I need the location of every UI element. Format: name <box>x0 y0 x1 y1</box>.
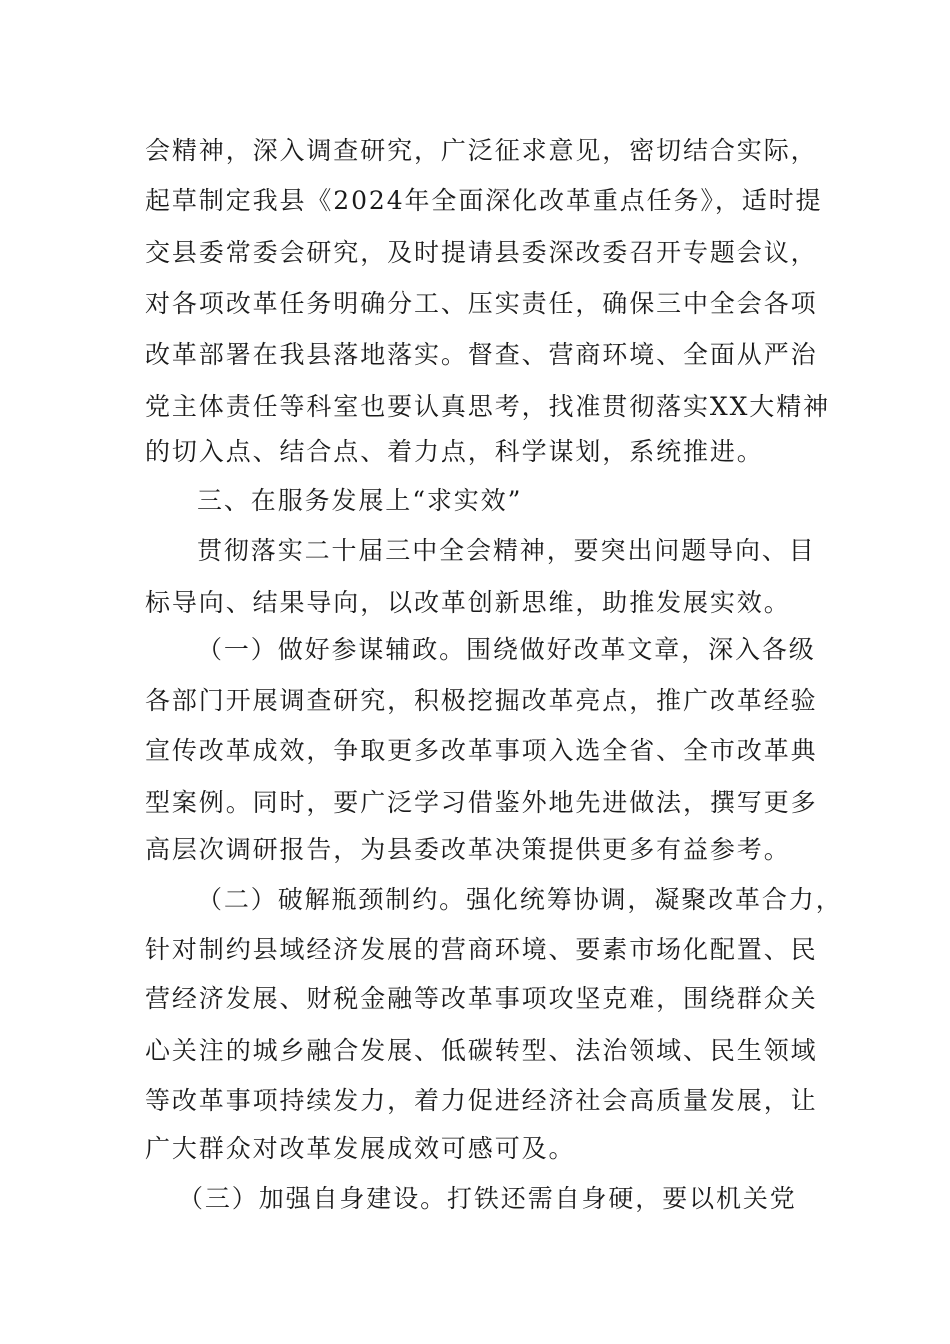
text-line: 型案例。同时，要广泛学习借鉴外地先进做法，撰写更多 <box>145 788 818 817</box>
text-line: 针对制约县域经济发展的营商环境、要素市场化配置、民 <box>145 935 818 964</box>
text-line: 对各项改革任务明确分工、压实责任，确保三中全会各项 <box>145 289 818 318</box>
text-line: 营经济发展、财税金融等改革事项攻坚克难，围绕群众关 <box>145 984 818 1013</box>
text-line: （三）加强自身建设。打铁还需自身硬，要以机关党 <box>178 1184 797 1213</box>
text-line: 高层次调研报告，为县委改革决策提供更多有益参考。 <box>145 835 791 864</box>
section-heading: 三、在服务发展上“求实效” <box>197 486 523 515</box>
text-line: 的切入点、结合点、着力点，科学谋划，系统推进。 <box>145 437 764 466</box>
text-line: 贯彻落实二十届三中全会精神，要突出问题导向、目 <box>197 536 816 565</box>
text-line: 广大群众对改革发展成效可感可及。 <box>145 1134 576 1163</box>
text-line: 党主体责任等科室也要认真思考，找准贯彻落实XX大精神 <box>145 392 830 421</box>
text-line: 心关注的城乡融合发展、低碳转型、法治领域、民生领域 <box>145 1036 818 1065</box>
text-line: 起草制定我县《2024年全面深化改革重点任务》，适时提 <box>145 186 823 215</box>
text-line: 各部门开展调查研究，积极挖掘改革亮点，推广改革经验 <box>145 686 818 715</box>
text-line: 等改革事项持续发力，着力促进经济社会高质量发展，让 <box>145 1086 818 1115</box>
text-line: 交县委常委会研究，及时提请县委深改委召开专题会议， <box>145 238 818 267</box>
text-line: 改革部署在我县落地落实。督查、营商环境、全面从严治 <box>145 340 818 369</box>
text-line: 标导向、结果导向，以改革创新思维，助推发展实效。 <box>145 588 791 617</box>
text-line: （一）做好参谋辅政。围绕做好改革文章，深入各级 <box>197 635 816 664</box>
text-line: （二）破解瓶颈制约。强化统筹协调，凝聚改革合力， <box>197 885 843 914</box>
text-line: 会精神，深入调查研究，广泛征求意见，密切结合实际， <box>145 136 818 165</box>
text-line: 宣传改革成效，争取更多改革事项入选全省、全市改革典 <box>145 736 818 765</box>
